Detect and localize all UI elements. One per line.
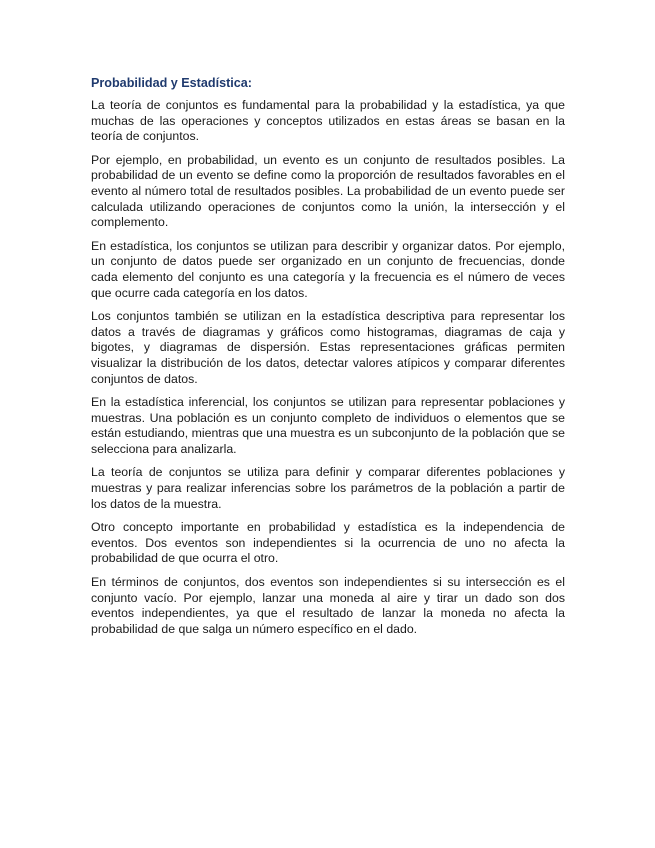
- paragraph-set-terms: En términos de conjuntos, dos eventos son independientes si su intersección es el conjunto vacío. Por ejemplo, lanzar una moneda al aire y tirar un dado son dos eventos independientes, ya que el resultado de lanzar la moneda no afecta la probabilidad de que salga un número específico en el dado.: [91, 575, 565, 636]
- paragraph-descriptive: Los conjuntos también se utilizan en la estadística descriptiva para representar los datos a través de diagramas y gráficos como histogramas, diagramas de caja y bigotes, y diagramas de dispersión. Estas representaciones gráficas permiten visualizar la distribución de los datos, detectar valores atípicos y comparar diferentes conjuntos de datos.: [91, 309, 565, 386]
- paragraph-intro: La teoría de conjuntos es fundamental para la probabilidad y la estadística, ya que muchas de las operaciones y conceptos utilizados en estas áreas se basan en la teoría de conjuntos.: [91, 98, 565, 144]
- paragraph-inference: La teoría de conjuntos se utiliza para definir y comparar diferentes poblaciones y muestras y para realizar inferencias sobre los parámetros de la población a partir de los datos de la muestra.: [91, 465, 565, 511]
- paragraph-inferential: En la estadística inferencial, los conjuntos se utilizan para representar poblaciones y muestras. Una población es un conjunto completo de individuos o elementos que se están estudiando, mientras que una muestra es un subconjunto de la población que se selecciona para analizarla.: [91, 395, 565, 456]
- section-heading: Probabilidad y Estadística:: [91, 76, 252, 90]
- paragraph-statistics: En estadística, los conjuntos se utilizan para describir y organizar datos. Por ejemplo, un conjunto de datos puede ser organizado en un conjunto de frecuencias, donde cada elemento del conjunto es una categoría y la frecuencia es el número de veces que ocurre cada categoría en los datos.: [91, 238, 565, 300]
- document-page: [91, 75, 565, 645]
- paragraph-probability: Por ejemplo, en probabilidad, un evento es un conjunto de resultados posibles. La probabilidad de un evento se define como la proporción de resultados favorables en el evento al número total de resultados posibles. La probabilidad de un evento puede ser calculada utilizando operaciones de conjuntos como la unión, la intersección y el complemento.: [91, 152, 565, 230]
- paragraph-independence: Otro concepto importante en probabilidad y estadística es la independencia de eventos. Dos eventos son independientes si la ocurrencia de uno no afecta la probabilidad de que ocurra el otro.: [91, 520, 565, 566]
